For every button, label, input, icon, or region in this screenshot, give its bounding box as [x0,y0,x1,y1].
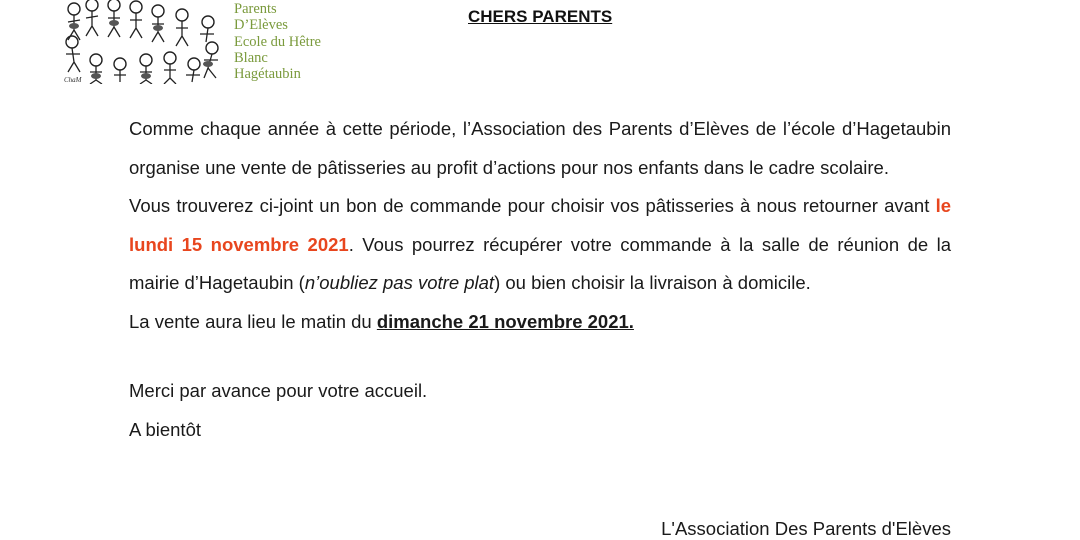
order-text-middle: . Vous pourrez récupérer votre commande à la salle de réunion de la mairie d’Hagetaubin ( [129,233,951,293]
intro-paragraph: Comme chaque année à cette période, l’Association des Parents d’Elèves de l’école d’Hagetaubin organise une vente de pâtisseries au profit d’actions pour nos enfants dans le cadre scolaire. [129,118,951,178]
association-line: D’Elèves [234,17,288,34]
association-line: Hagétaubin [234,66,301,83]
order-text-end: ) ou bien choisir la livraison à domicile. [494,272,811,293]
bring-dish-note: n’oubliez pas votre plat [304,272,495,293]
association-name-block [234,1,321,82]
association-line: Parents [234,1,277,17]
logo-signature: ChaM [64,76,82,84]
children-circle-logo-icon [58,0,226,84]
paragraph-gap [129,341,951,372]
sale-date: dimanche 21 novembre 2021. [376,310,634,332]
association-line: Blanc [234,49,268,66]
sale-text: La vente aura lieu le matin du [129,310,377,332]
sale-date-paragraph [129,303,951,342]
thanks-line: Merci par avance pour votre accueil. [129,380,428,401]
letter-title: CHERS PARENTS [468,7,613,26]
order-paragraph [129,187,951,303]
farewell-line: A bientôt [129,418,202,440]
association-line: Ecole du Hêtre [234,33,321,50]
signature: L'Association Des Parents d'Elèves [661,518,951,539]
deadline-date: le lundi 15 novembre 2021 [129,195,951,255]
order-text-start: Vous trouverez ci-joint un bon de commande pour choisir vos pâtisseries à nous retourner avant [129,195,936,216]
letter-body [129,110,951,449]
